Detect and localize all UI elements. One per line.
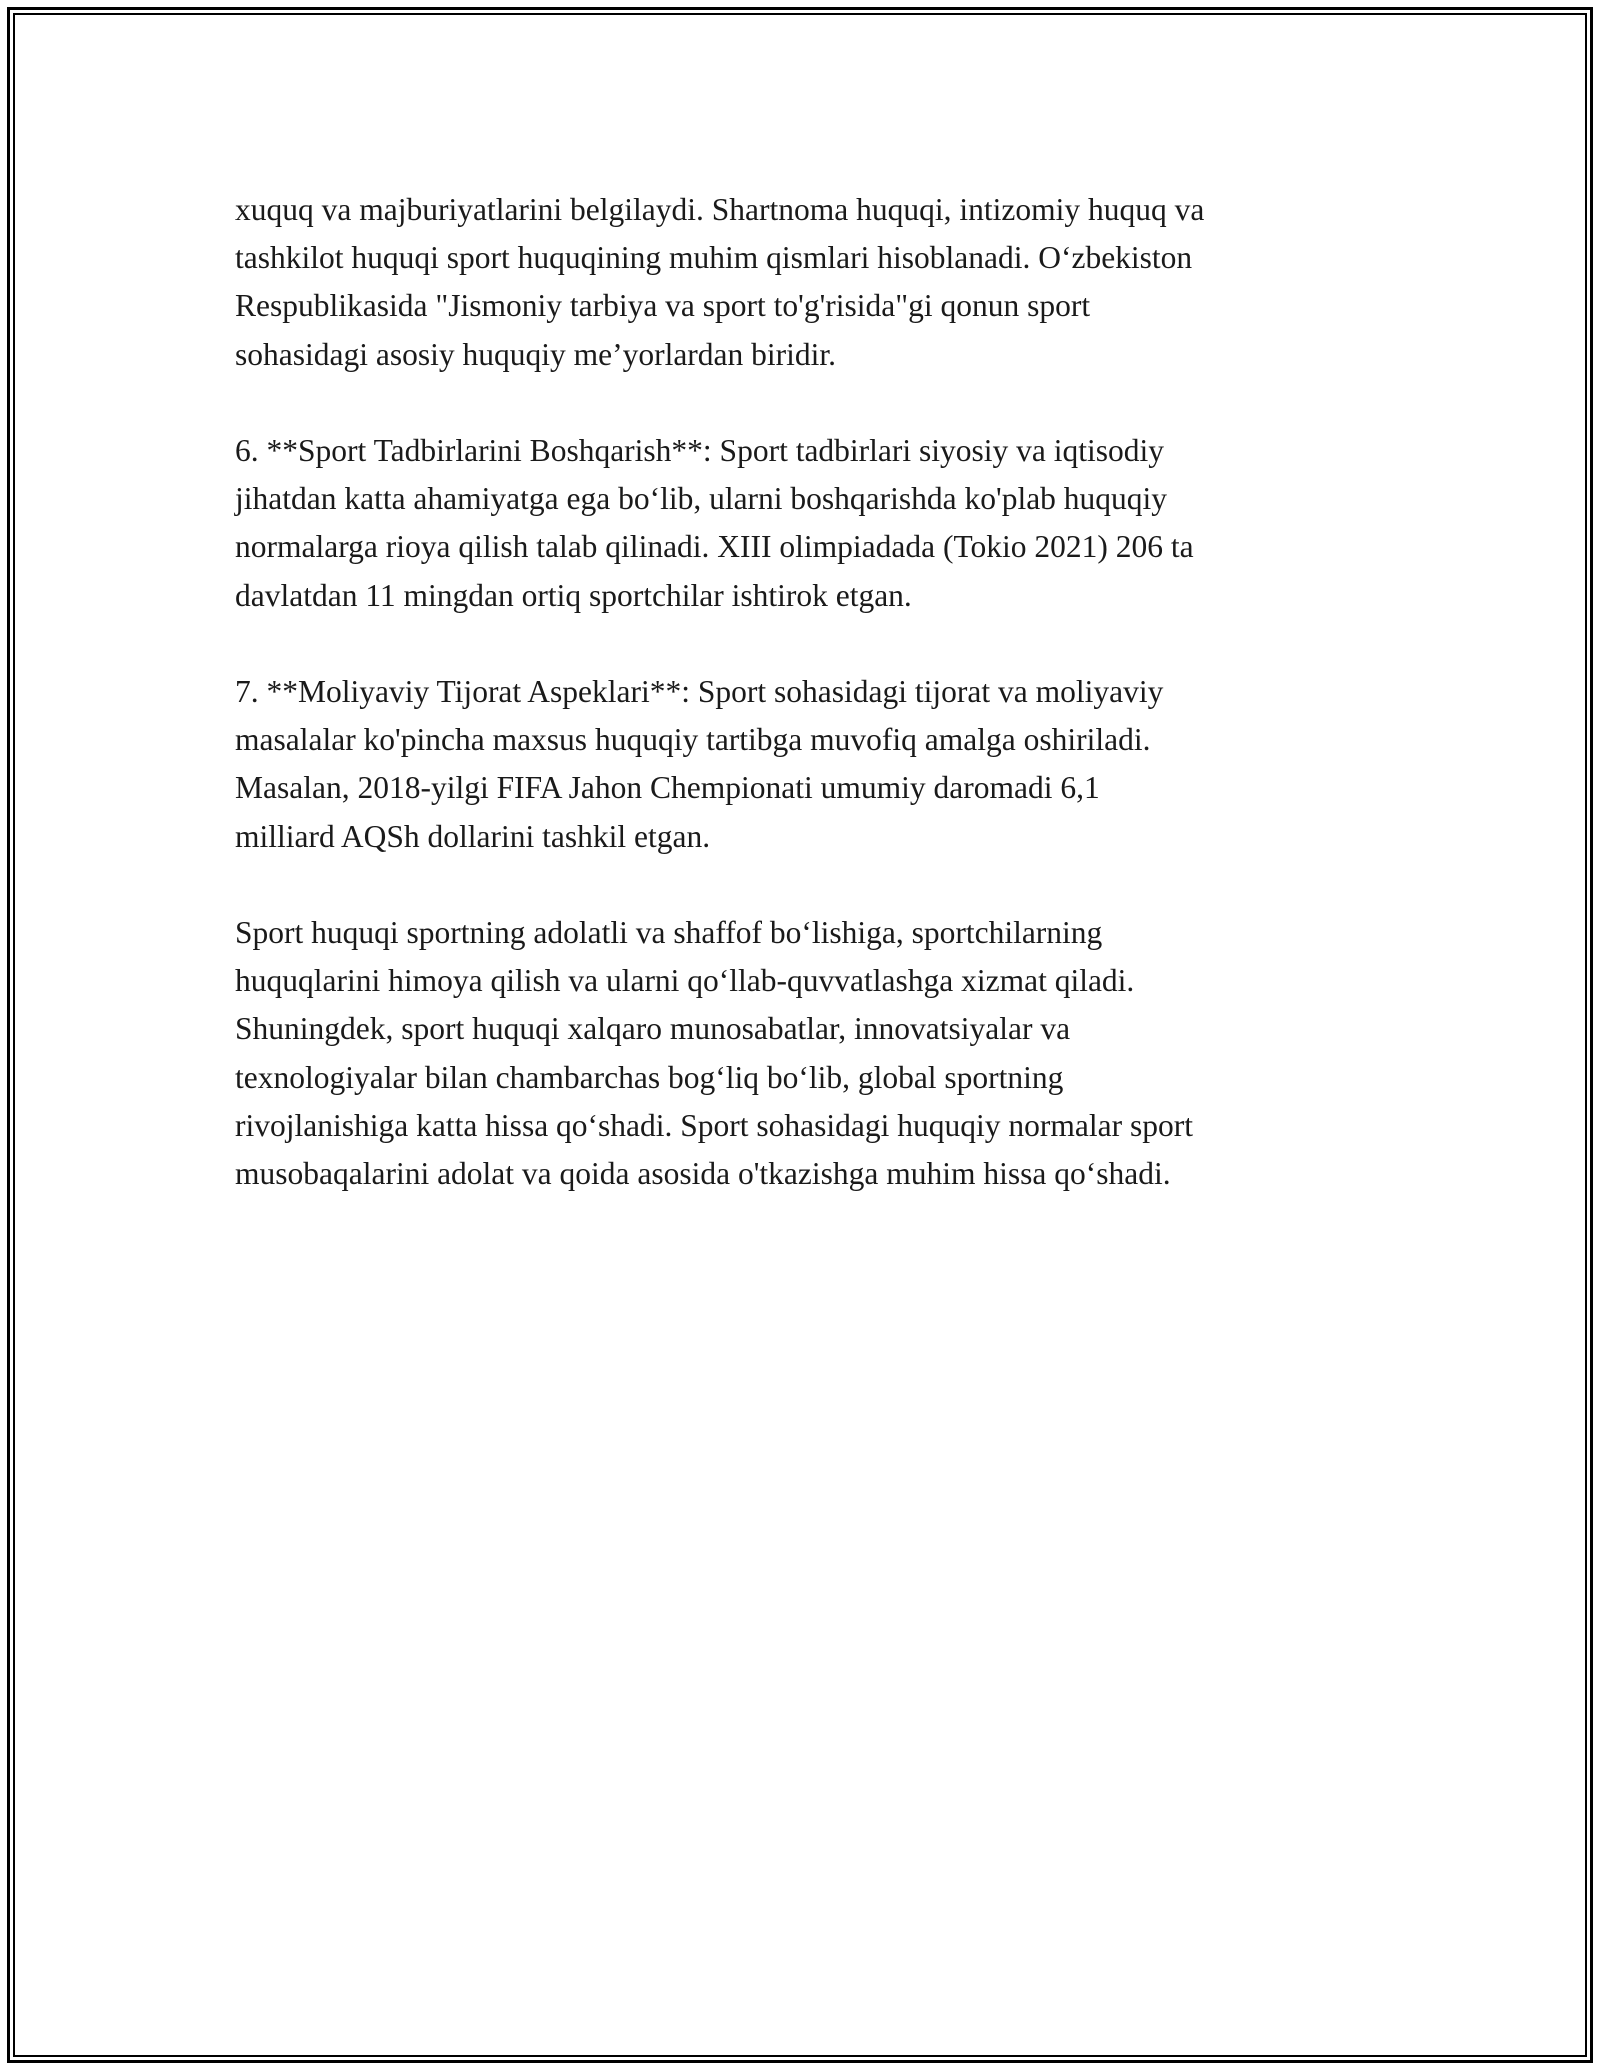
text-line: davlatdan 11 mingdan ortiq sportchilar ishtirok etgan. (235, 577, 912, 613)
document-body (235, 186, 1375, 1246)
text-line: Respublikasida "Jismoniy tarbiya va sport to'g'risida"gi qonun sport (235, 288, 1091, 324)
paragraph-financial-aspects (235, 668, 1375, 861)
text-line: tashkilot huquqi sport huquqining muhim qismlari hisoblanadi. O‘zbekiston (235, 240, 1193, 276)
text-line: Shuningdek, sport huquqi xalqaro munosabatlar, innovatsiyalar va (235, 1011, 1071, 1047)
text-line: normalarga rioya qilish talab qilinadi. XIII olimpiadada (Tokio 2021) 206 ta (235, 529, 1194, 565)
text-line: Sport huquqi sportning adolatli va shaffof bo‘lishiga, sportchilarning (235, 915, 1103, 950)
paragraph-event-management (235, 427, 1375, 620)
text-line: musobaqalarini adolat va qoida asosida o'tkazishga muhim hissa qo‘shadi. (235, 1156, 1171, 1192)
text-line: sohasidagi asosiy huquqiy me’yorlardan biridir. (235, 336, 837, 372)
text-line: Masalan, 2018-yilgi FIFA Jahon Chempionati umumiy daromadi 6,1 (235, 770, 1100, 806)
text-line: masalalar ko'pincha maxsus huquqiy tartibga muvofiq amalga oshiriladi. (235, 722, 1151, 758)
text-line: xuquq va majburiyatlarini belgilaydi. Shartnoma huquqi, intizomiy huquq va (235, 192, 1205, 227)
paragraph-conclusion (235, 909, 1375, 1198)
text-line: jihatdan katta ahamiyatga ega bo‘lib, ularni boshqarishda ko'plab huquqiy (235, 481, 1168, 517)
text-line: rivojlanishiga katta hissa qo‘shadi. Sport sohasidagi huquqiy normalar sport (235, 1107, 1193, 1143)
paragraph-sports-law-rights (235, 186, 1375, 379)
text-line: 6. **Sport Tadbirlarini Boshqarish**: Sport tadbirlari siyosiy va iqtisodiy (235, 433, 1165, 468)
text-line: milliard AQSh dollarini tashkil etgan. (235, 818, 711, 854)
text-line: 7. **Moliyaviy Tijorat Aspeklari**: Sport sohasidagi tijorat va moliyaviy (235, 674, 1164, 709)
text-line: texnologiyalar bilan chambarchas bog‘liq bo‘lib, global sportning (235, 1059, 1064, 1095)
text-line: huquqlarini himoya qilish va ularni qo‘llab-quvvatlashga xizmat qiladi. (235, 963, 1135, 999)
